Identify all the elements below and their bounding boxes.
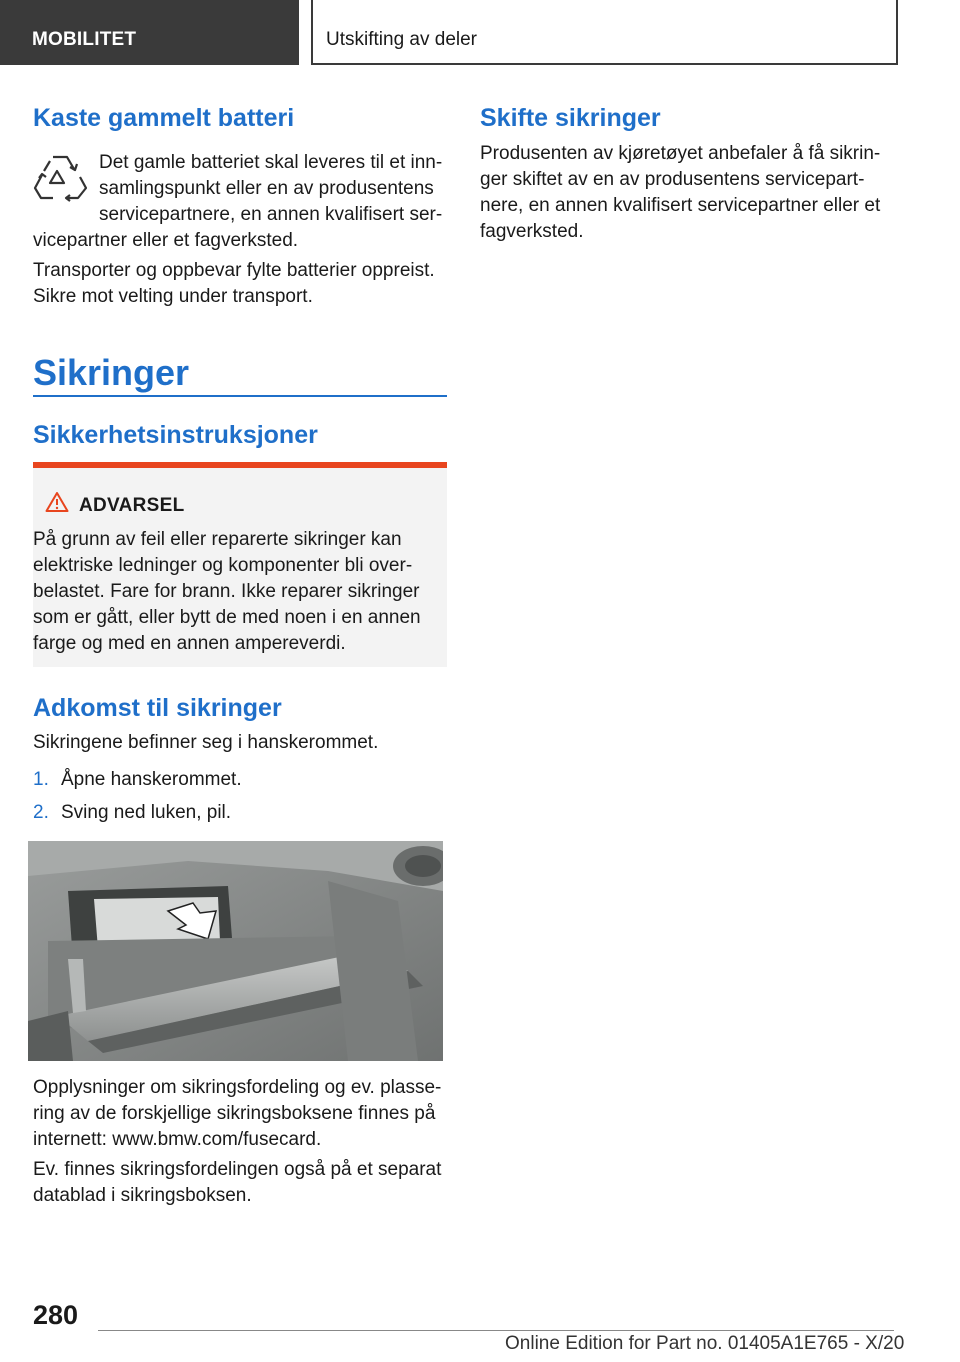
section-tab — [0, 0, 299, 65]
list-item — [33, 800, 242, 826]
transport-line-1: Transporter og oppbevar fylte batterier oppreist. — [33, 260, 435, 281]
battery-heading: Kaste gammelt batteri — [33, 104, 295, 132]
battery-line-1: Det gamle batteriet skal leveres til et inn- — [99, 152, 443, 173]
warning-triangle-icon — [45, 491, 69, 513]
warning-line-3: belastet. Fare for brann. Ikke reparer sikringer — [33, 581, 420, 602]
warning-line-2: elektriske ledninger og komponenter bli over- — [33, 555, 413, 576]
safety-heading: Sikkerhetsinstruksjoner — [33, 421, 318, 449]
info-line-3: internett: www.bmw.com/fusecard. — [33, 1129, 322, 1150]
replace-paragraph — [480, 141, 880, 245]
battery-paragraph-wrap — [99, 150, 442, 228]
fuses-heading: Sikringer — [33, 352, 190, 393]
transport-line-2: Sikre mot velting under transport. — [33, 286, 313, 307]
battery-transport-paragraph — [33, 258, 435, 310]
note-line-1: Ev. finnes sikringsfordelingen også på et separat — [33, 1159, 442, 1180]
heading-rule — [33, 395, 447, 397]
section-label: MOBILITET — [32, 29, 137, 50]
note-paragraph — [33, 1157, 441, 1209]
warning-label: ADVARSEL — [79, 495, 185, 516]
battery-line-4: vicepartner eller et fagverksted. — [33, 230, 299, 251]
warning-line-5: farge og med en annen ampereverdi. — [33, 633, 346, 654]
replace-line-2: ger skiftet av en av produsentens servicepart- — [480, 169, 865, 190]
info-paragraph — [33, 1075, 441, 1153]
replace-line-3: nere, en annen kvalifisert servicepartner eller et — [480, 195, 881, 216]
step-number: 2. — [33, 802, 49, 823]
footer-rule — [98, 1330, 894, 1331]
battery-line-2: samlingspunkt eller en av produsentens — [99, 178, 434, 199]
recycle-icon — [33, 151, 87, 203]
info-line-1: Opplysninger om sikringsfordeling og ev. plasse- — [33, 1077, 442, 1098]
step-text: Sving ned luken, pil. — [61, 802, 232, 823]
step-number: 1. — [33, 769, 49, 790]
access-intro-text: Sikringene befinner seg i hanskerommet. — [33, 732, 379, 753]
list-item — [33, 767, 242, 793]
replace-line-1: Produsenten av kjøretøyet anbefaler å få sikrin- — [480, 143, 881, 164]
battery-line-3: servicepartnere, en annen kvalifisert ser- — [99, 204, 443, 225]
warning-line-4: som er gått, eller bytt de med noen i en annen — [33, 607, 421, 628]
warning-line-1: På grunn av feil eller reparerte sikringer kan — [33, 529, 402, 550]
page-number: 280 — [33, 1300, 79, 1330]
warning-text — [33, 527, 421, 657]
chapter-label: Utskifting av deler — [326, 29, 478, 50]
access-intro — [33, 730, 378, 756]
edition-note: Online Edition for Part no. 01405A1E765 - X/20 — [505, 1333, 905, 1354]
battery-paragraph-end — [33, 228, 298, 254]
replace-line-4: fagverksted. — [480, 221, 584, 242]
info-line-2: ring av de forskjellige sikringsboksene finnes på — [33, 1103, 436, 1124]
note-line-2: datablad i sikringsboksen. — [33, 1185, 252, 1206]
warning-box — [33, 462, 447, 667]
step-list — [33, 767, 242, 826]
step-text: Åpne hanskerommet. — [61, 769, 242, 790]
chapter-tab — [311, 0, 898, 65]
glovebox-photo — [28, 841, 443, 1061]
replace-heading: Skifte sikringer — [480, 104, 661, 132]
access-heading: Adkomst til sikringer — [33, 694, 282, 722]
